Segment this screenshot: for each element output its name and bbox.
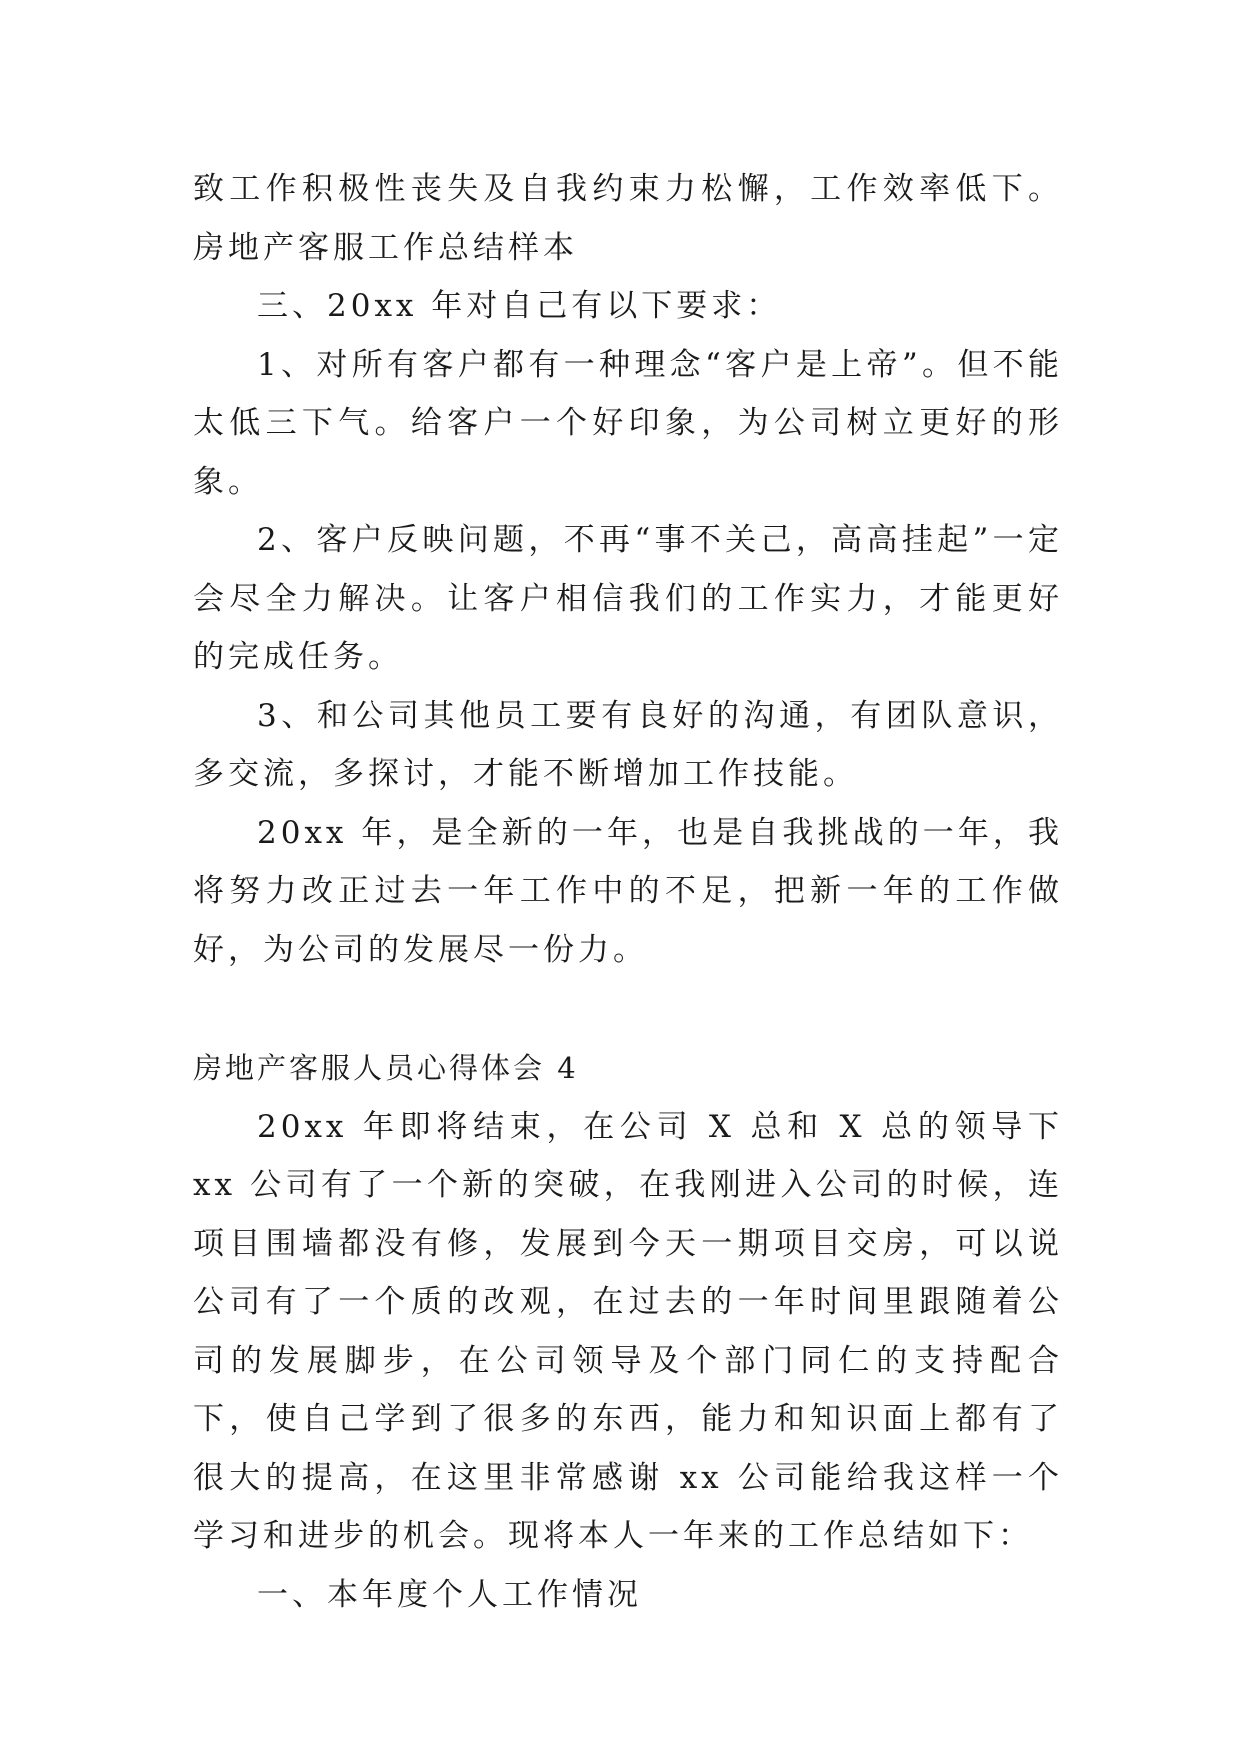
paragraph-continuation: 致工作积极性丧失及自我约束力松懈，工作效率低下。房地产客服工作总结样本 [193, 171, 1063, 266]
section-heading: 房地产客服人员心得体会 4 [193, 1051, 579, 1085]
requirement-1: 1、对所有客户都有一种理念“客户是上帝”。但不能太低三下气。给客户一个好印象，为公司树立更好的形象。 [193, 346, 1063, 500]
subsection-title: 一、本年度个人工作情况 [257, 1576, 642, 1613]
requirement-3: 3、和公司其他员工要有良好的沟通，有团队意识，多交流，多探讨，才能不断增加工作技能。 [193, 697, 1063, 792]
document-page [193, 160, 1063, 1624]
closing-paragraph: 20xx 年，是全新的一年，也是自我挑战的一年，我将努力改正过去一年工作中的不足，把新一年的工作做好，为公司的发展尽一份力。 [193, 814, 1063, 968]
summary-paragraph: 20xx 年即将结束，在公司 X 总和 X 总的领导下 xx 公司有了一个新的突破，在我刚进入公司的时候，连项目围墙都没有修，发展到今天一期项目交房，可以说公司有了一个质的改观，在过去的一年时间里跟随着公司的发展脚步，在公司领导及个部门同仁的支持配合下，使自己学到了很多的东西，能力和知识面上都有了很大的提高，在这里非常感谢 xx 公司能给我这样一个学习和进步的机会。现将本人一年来的工作总结如下： [193, 1108, 1063, 1554]
section-three-title: 三、20xx 年对自己有以下要求： [257, 288, 782, 324]
requirement-2: 2、客户反映问题，不再“事不关己，高高挂起”一定会尽全力解决。让客户相信我们的工作实力，才能更好的完成任务。 [193, 522, 1063, 675]
section-gap [193, 979, 1063, 1039]
